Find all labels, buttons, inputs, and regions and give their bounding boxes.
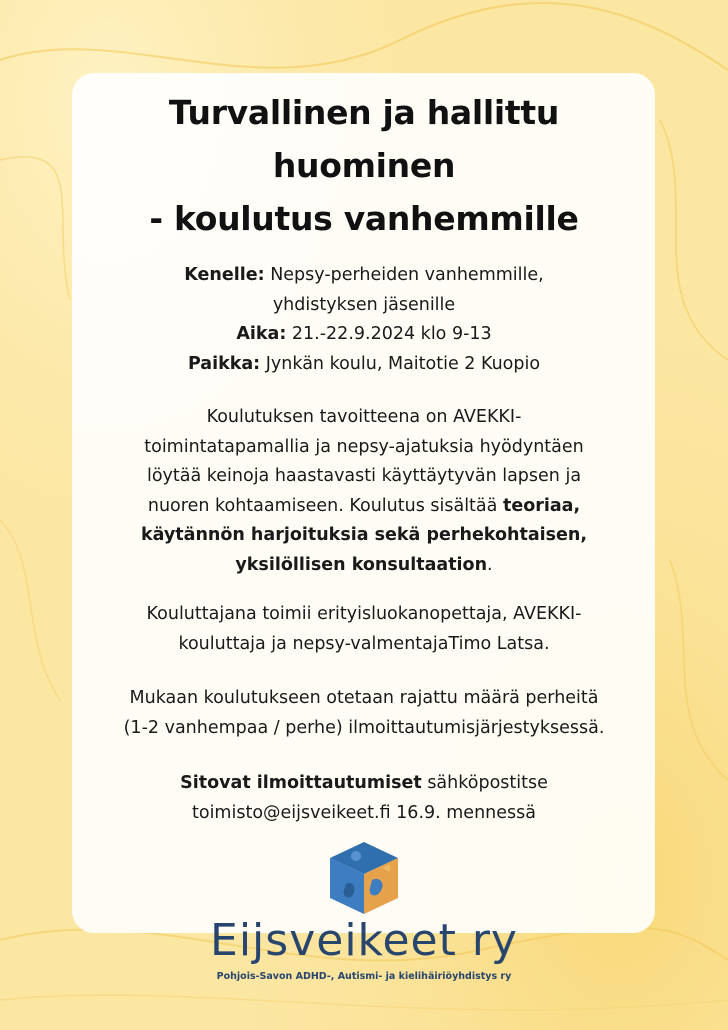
capacity-line: Mukaan koulutukseen otetaan rajattu määrä perheitä xyxy=(129,688,599,708)
logo-subtitle: Pohjois-Savon ADHD-, Autismi- ja kielihäiriöyhdistys ry xyxy=(216,971,512,982)
registration-bold: Sitovat ilmoittautumiset xyxy=(180,773,422,793)
description-line: löytää keinoja haastavasti käyttäytyvän lapsen ja xyxy=(146,466,582,486)
trainer-line: Kouluttajana toimii erityisluokanopettaja, AVEKKI- xyxy=(146,604,582,624)
description-bold: teoriaa, xyxy=(502,495,581,516)
place-row xyxy=(90,350,638,380)
logo-cube-icon xyxy=(328,840,400,916)
logo-wordmark: Eijsveikeet ry xyxy=(210,915,518,966)
title-line-2: huominen xyxy=(272,146,456,185)
place-value: Jynkän koulu, Maitotie 2 Kuopio xyxy=(265,353,541,374)
page-title xyxy=(80,86,648,245)
description-line: Koulutuksen tavoitteena on AVEKKI- xyxy=(206,407,522,427)
title-line-1: Turvallinen ja hallittu xyxy=(168,93,560,132)
registration-email: toimisto@eijsveikeet.fi 16.9. mennessä xyxy=(192,802,536,823)
description-line xyxy=(90,492,638,522)
audience-label: Kenelle: xyxy=(184,265,265,285)
capacity-paragraph xyxy=(90,684,638,743)
registration-paragraph xyxy=(90,769,638,828)
title-line-3: - koulutus vanhemmille xyxy=(149,199,579,238)
description-text: nuoren kohtaamiseen. Koulutus sisältää xyxy=(147,495,498,516)
description-line xyxy=(90,521,638,551)
place-label: Paikka: xyxy=(187,353,261,374)
time-value: 21.-22.9.2024 klo 9-13 xyxy=(291,324,492,344)
time-row xyxy=(90,320,638,350)
registration-line xyxy=(90,769,638,799)
event-info xyxy=(90,261,638,379)
description-line xyxy=(90,551,638,581)
registration-text: sähköpostitse xyxy=(427,773,548,793)
description-line: toimintatapamallia ja nepsy-ajatuksia hyödyntäen xyxy=(144,436,584,457)
trainer-line: kouluttaja ja nepsy-valmentajaTimo Latsa. xyxy=(178,633,550,654)
time-label: Aika: xyxy=(236,324,287,344)
description-paragraph xyxy=(90,403,638,580)
description-period: . xyxy=(487,554,493,575)
description-bold: yksilöllisen konsultaation xyxy=(235,554,488,575)
audience-value-cont: yhdistyksen jäsenille xyxy=(272,294,456,315)
capacity-line: (1-2 vanhempaa / perhe) ilmoittautumisjärjestyksessä. xyxy=(123,717,605,738)
description-bold: käytännön harjoituksia sekä perhekohtaisen, xyxy=(140,525,588,545)
trainer-paragraph xyxy=(90,600,638,659)
audience-row xyxy=(90,261,638,291)
audience-value: Nepsy-perheiden vanhemmille, xyxy=(270,265,544,285)
